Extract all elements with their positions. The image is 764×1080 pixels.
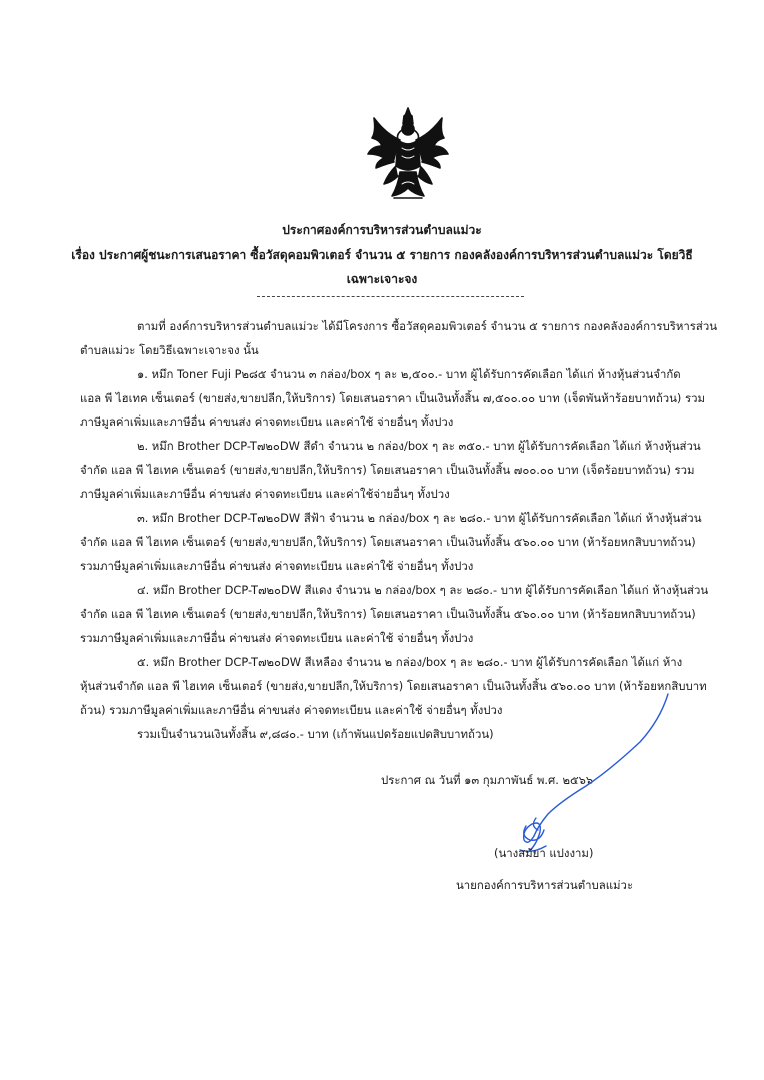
item-4-line-2: จำกัด แอล พี ไฮเทค เซ็นเตอร์ (ขายส่ง,ขายปลีก,ให้บริการ) โดยเสนอราคา เป็นเงินทั้งสิ้น ๕๖๐.๐๐ บาท (ห้าร้อยหกสิบบาทถ้วน)	[80, 607, 696, 621]
signatory-name: (นางสมัยา แปงงาม)	[494, 846, 594, 860]
item-1-line-1: ๑. หมึก Toner Fuji P๒๘๕ จำนวน ๓ กล่อง/box ๆ ละ ๒,๕๐๐.- บาท ผู้ได้รับการคัดเลือก ได้แก่ ห้างหุ้นส่วนจำกัด	[137, 367, 681, 381]
item-3-line-1: ๓. หมึก Brother DCP-T๗๒๐DW สีฟ้า จำนวน ๒ กล่อง/box ๆ ละ ๒๘๐.- บาท ผู้ได้รับการคัดเลือก ได้แก่ ห้างหุ้นส่วน	[137, 511, 702, 525]
separator-line	[257, 296, 524, 297]
subject-line-1: เรื่อง ประกาศผู้ชนะการเสนอราคา ซื้อวัสดุคอมพิวเตอร์ จำนวน ๕ รายการ กองคลังองค์การบริหารส่วนตำบลแม่วะ โดยวิธี	[71, 248, 693, 262]
item-2-line-2: จำกัด แอล พี ไฮเทค เซ็นเตอร์ (ขายส่ง,ขายปลีก,ให้บริการ) โดยเสนอราคา เป็นเงินทั้งสิ้น ๗๐๐.๐๐ บาท (เจ็ดร้อยบาทถ้วน) รวม	[80, 463, 695, 477]
item-2-line-3: ภาษีมูลค่าเพิ่มและภาษีอื่น ค่าขนส่ง ค่าจดทะเบียน และค่าใช้จ่ายอื่นๆ ทั้งปวง	[80, 487, 450, 501]
item-3-line-2: จำกัด แอล พี ไฮเทค เซ็นเตอร์ (ขายส่ง,ขายปลีก,ให้บริการ) โดยเสนอราคา เป็นเงินทั้งสิ้น ๕๖๐.๐๐ บาท (ห้าร้อยหกสิบบาทถ้วน)	[80, 535, 696, 549]
announce-date: ประกาศ ณ วันที่ ๑๓ กุมภาพันธ์ พ.ศ. ๒๕๖๖	[381, 773, 594, 787]
item-4-line-1: ๔. หมึก Brother DCP-T๗๒๐DW สีแดง จำนวน ๒ กล่อง/box ๆ ละ ๒๘๐.- บาท ผู้ได้รับการคัดเลือก ได้แก่ ห้างหุ้นส่วน	[137, 583, 709, 597]
total-amount: รวมเป็นจำนวนเงินทั้งสิ้น ๙,๘๘๐.- บาท (เก้าพันแปดร้อยแปดสิบบาทถ้วน)	[137, 727, 494, 741]
item-3-line-3: รวมภาษีมูลค่าเพิ่มและภาษีอื่น ค่าขนส่ง ค่าจดทะเบียน และค่าใช้ จ่ายอื่นๆ ทั้งปวง	[80, 559, 474, 573]
item-5-line-3: ถ้วน) รวมภาษีมูลค่าเพิ่มและภาษีอื่น ค่าขนส่ง ค่าจดทะเบียน และค่าใช้ จ่ายอื่นๆ ทั้งปวง	[80, 703, 503, 717]
item-5-line-2: หุ้นส่วนจำกัด แอล พี ไฮเทค เซ็นเตอร์ (ขายส่ง,ขายปลีก,ให้บริการ) โดยเสนอราคา เป็นเงินทั้งสิ้น ๕๖๐.๐๐ บาท (ห้าร้อยหกสิบบาท	[80, 679, 707, 693]
subject-line-2: เฉพาะเจาะจง	[346, 272, 418, 286]
page-title: ประกาศองค์การบริหารส่วนตำบลแม่วะ	[282, 223, 482, 237]
item-5-line-1: ๕. หมึก Brother DCP-T๗๒๐DW สีเหลือง จำนวน ๒ กล่อง/box ๆ ละ ๒๘๐.- บาท ผู้ได้รับการคัดเลือก ได้แก่ ห้าง	[137, 655, 683, 669]
item-1-line-3: ภาษีมูลค่าเพิ่มและภาษีอื่น ค่าขนส่ง ค่าจดทะเบียน และค่าใช้ จ่ายอื่นๆ ทั้งปวง	[80, 415, 454, 429]
signatory-position: นายกองค์การบริหารส่วนตำบลแม่วะ	[456, 878, 634, 892]
item-4-line-3: รวมภาษีมูลค่าเพิ่มและภาษีอื่น ค่าขนส่ง ค่าจดทะเบียน และค่าใช้ จ่ายอื่นๆ ทั้งปวง	[80, 631, 474, 645]
item-1-line-2: แอล พี ไฮเทค เซ็นเตอร์ (ขายส่ง,ขายปลีก,ให้บริการ) โดยเสนอราคา เป็นเงินทั้งสิ้น ๗,๕๐๐.๐๐ บาท (เจ็ดพันห้าร้อยบาทถ้วน) รวม	[80, 391, 705, 405]
intro-line-2: ตำบลแม่วะ โดยวิธีเฉพาะเจาะจง นั้น	[80, 343, 259, 357]
garuda-emblem-icon	[362, 104, 454, 204]
signature-scribble	[490, 690, 680, 860]
intro-line-1: ตามที่ องค์การบริหารส่วนตำบลแม่วะ ได้มีโครงการ ซื้อวัสดุคอมพิวเตอร์ จำนวน ๕ รายการ กองคลังองค์การบริหารส่วน	[137, 319, 718, 333]
item-2-line-1: ๒. หมึก Brother DCP-T๗๒๐DW สีดำ จำนวน ๒ กล่อง/box ๆ ละ ๓๕๐.- บาท ผู้ได้รับการคัดเลือก ได้แก่ ห้างหุ้นส่วน	[137, 439, 701, 453]
